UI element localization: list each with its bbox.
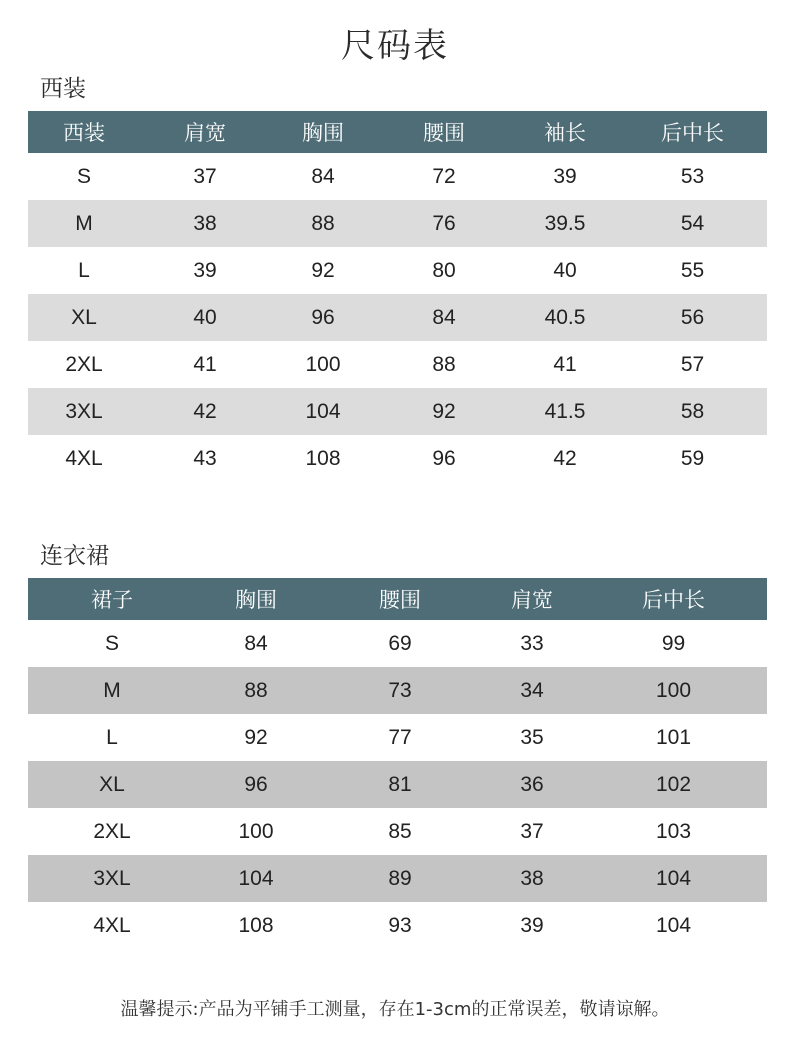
table-cell: 39 — [512, 153, 618, 200]
page-title: 尺码表 — [341, 26, 449, 66]
table-cell: 92 — [270, 247, 376, 294]
table-cell: 88 — [376, 341, 512, 388]
table-cell: 37 — [484, 808, 580, 855]
table-cell: 80 — [376, 247, 512, 294]
table-cell: 104 — [580, 855, 767, 902]
table-cell: 38 — [484, 855, 580, 902]
size-cell: M — [28, 667, 196, 714]
table-row — [28, 855, 767, 902]
table-cell: 69 — [316, 620, 484, 667]
size-cell: S — [28, 153, 140, 200]
size-cell: XL — [28, 294, 140, 341]
table-cell: 88 — [196, 667, 316, 714]
table-cell: 37 — [140, 153, 270, 200]
table-cell: 39 — [484, 902, 580, 949]
table-cell: 81 — [316, 761, 484, 808]
table-cell: 96 — [376, 435, 512, 482]
table-cell: 100 — [580, 667, 767, 714]
table-cell: 34 — [484, 667, 580, 714]
table-row — [28, 294, 767, 341]
suit-header-cell: 袖长 — [512, 111, 618, 153]
size-cell: S — [28, 620, 196, 667]
table-cell: 41 — [140, 341, 270, 388]
table-cell: 41 — [512, 341, 618, 388]
size-cell: 2XL — [28, 808, 196, 855]
table-cell: 89 — [316, 855, 484, 902]
table-cell: 53 — [618, 153, 767, 200]
table-row — [28, 153, 767, 200]
table-cell: 56 — [618, 294, 767, 341]
table-row — [28, 247, 767, 294]
size-cell: 3XL — [28, 855, 196, 902]
table-cell: 55 — [618, 247, 767, 294]
table-cell: 36 — [484, 761, 580, 808]
size-cell: M — [28, 200, 140, 247]
table-cell: 100 — [270, 341, 376, 388]
table-row — [28, 808, 767, 855]
table-cell: 33 — [484, 620, 580, 667]
size-cell: XL — [28, 761, 196, 808]
table-row — [28, 620, 767, 667]
suit-header-cell: 腰围 — [376, 111, 512, 153]
dress-size-table — [28, 578, 767, 949]
table-cell: 104 — [270, 388, 376, 435]
table-cell: 42 — [512, 435, 618, 482]
table-cell: 96 — [270, 294, 376, 341]
table-cell: 104 — [580, 902, 767, 949]
table-cell: 54 — [618, 200, 767, 247]
dress-header-cell: 腰围 — [316, 578, 484, 620]
dress-section-title: 连衣裙 — [40, 543, 109, 569]
table-cell: 57 — [618, 341, 767, 388]
table-cell: 93 — [316, 902, 484, 949]
suit-header-cell: 肩宽 — [140, 111, 270, 153]
table-cell: 103 — [580, 808, 767, 855]
suit-header-cell: 胸围 — [270, 111, 376, 153]
dress-header-cell: 肩宽 — [484, 578, 580, 620]
table-row — [28, 200, 767, 247]
table-cell: 100 — [196, 808, 316, 855]
table-cell: 73 — [316, 667, 484, 714]
table-cell: 59 — [618, 435, 767, 482]
dress-header-cell: 胸围 — [196, 578, 316, 620]
table-cell: 39 — [140, 247, 270, 294]
table-cell: 77 — [316, 714, 484, 761]
table-cell: 35 — [484, 714, 580, 761]
table-cell: 38 — [140, 200, 270, 247]
table-cell: 39.5 — [512, 200, 618, 247]
size-cell: 3XL — [28, 388, 140, 435]
table-cell: 102 — [580, 761, 767, 808]
suit-header-row — [28, 111, 767, 153]
table-row — [28, 341, 767, 388]
suit-section-title: 西装 — [40, 76, 86, 102]
suit-size-table — [28, 111, 767, 482]
size-cell: L — [28, 714, 196, 761]
table-row — [28, 667, 767, 714]
table-cell: 84 — [376, 294, 512, 341]
table-cell: 76 — [376, 200, 512, 247]
table-row — [28, 388, 767, 435]
table-cell: 84 — [270, 153, 376, 200]
table-cell: 41.5 — [512, 388, 618, 435]
table-cell: 108 — [196, 902, 316, 949]
dress-header-cell: 裙子 — [28, 578, 196, 620]
table-cell: 99 — [580, 620, 767, 667]
dress-header-row — [28, 578, 767, 620]
table-cell: 88 — [270, 200, 376, 247]
measurement-note: 温馨提示:产品为平铺手工测量，存在1-3cm的正常误差，敬请谅解。 — [120, 999, 670, 1020]
suit-header-cell: 西装 — [28, 111, 140, 153]
table-cell: 108 — [270, 435, 376, 482]
dress-header-cell: 后中长 — [580, 578, 767, 620]
table-cell: 72 — [376, 153, 512, 200]
size-cell: 4XL — [28, 435, 140, 482]
table-cell: 101 — [580, 714, 767, 761]
size-cell: L — [28, 247, 140, 294]
table-cell: 40 — [140, 294, 270, 341]
table-cell: 42 — [140, 388, 270, 435]
table-row — [28, 435, 767, 482]
table-row — [28, 902, 767, 949]
table-cell: 40 — [512, 247, 618, 294]
table-cell: 92 — [196, 714, 316, 761]
size-cell: 4XL — [28, 902, 196, 949]
table-cell: 43 — [140, 435, 270, 482]
table-cell: 92 — [376, 388, 512, 435]
table-cell: 104 — [196, 855, 316, 902]
table-cell: 58 — [618, 388, 767, 435]
table-row — [28, 714, 767, 761]
suit-header-cell: 后中长 — [618, 111, 767, 153]
table-cell: 85 — [316, 808, 484, 855]
table-row — [28, 761, 767, 808]
table-cell: 96 — [196, 761, 316, 808]
table-cell: 84 — [196, 620, 316, 667]
table-cell: 40.5 — [512, 294, 618, 341]
size-cell: 2XL — [28, 341, 140, 388]
